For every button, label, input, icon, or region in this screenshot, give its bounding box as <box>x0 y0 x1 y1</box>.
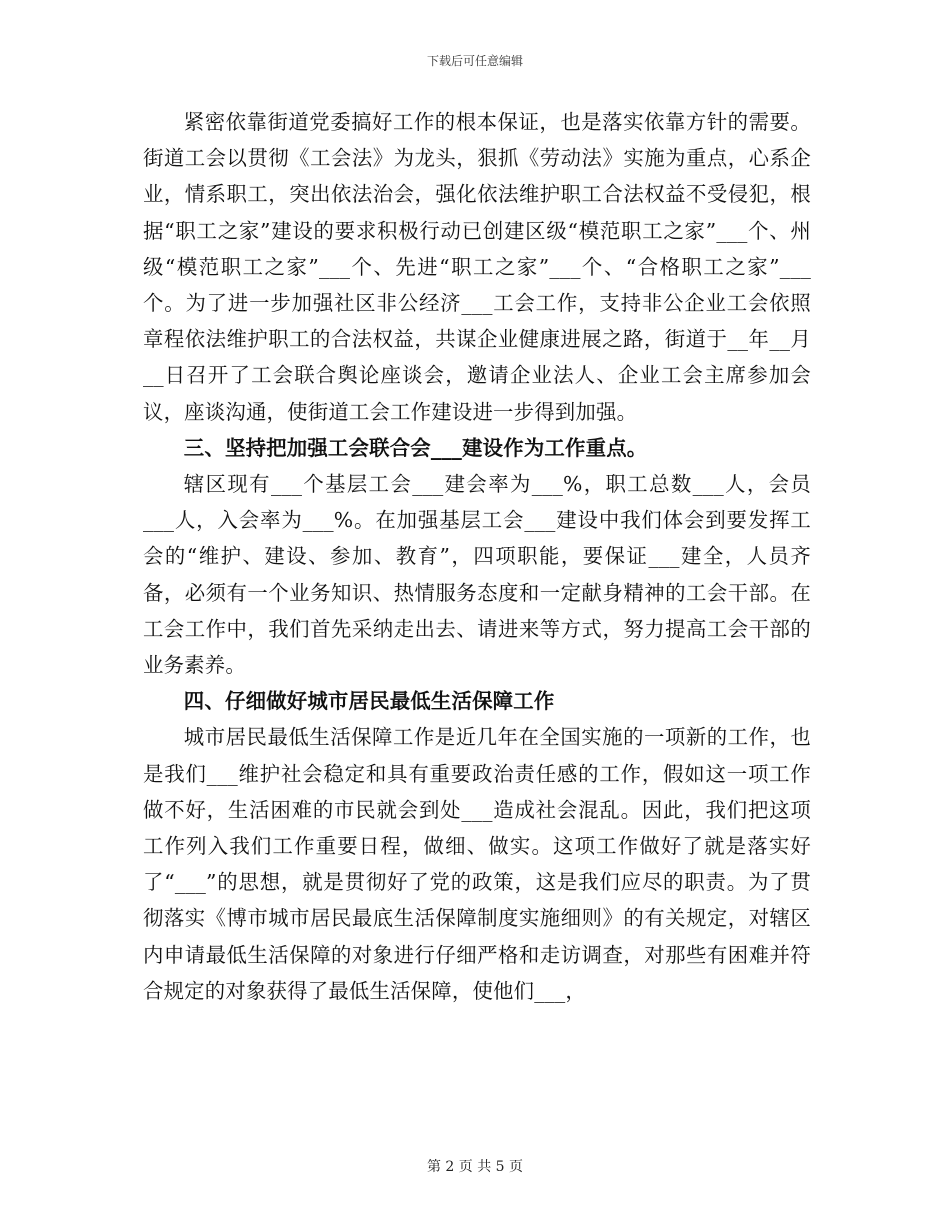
document-body <box>143 104 811 1009</box>
page-header: 下载后可任意编辑 <box>426 54 523 68</box>
paragraph-3: 城市居民最低生活保障工作是近几年在全国实施的一项新的工作，也是我们___维护社会稳定和具有重要政治责任感的工作，假如这一项工作做不好，生活困难的市民就会到处___造成社会混乱。因此，我们把这项工作列入我们工作重要日程，做细、做实。这项工作做好了就是落实好了“___”的思想，就是贯彻好了党的政策，这是我们应尽的职责。为了贯彻落实《博市城市居民最底生活保障制度实施细则》的有关规定，对辖区内申请最低生活保障的对象进行仔细严格和走访调查，对那些有困难并符合规定的对象获得了最低生活保障，使他们___， <box>143 725 811 1003</box>
section-heading-4: 四、仔细做好城市居民最低生活保障工作 <box>183 689 555 714</box>
page-footer: 第 2 页 共 5 页 <box>426 1159 524 1175</box>
section-heading-3: 三、坚持把加强工会联合会___建设作为工作重点。 <box>183 435 648 460</box>
paragraph-1: 紧密依靠街道党委搞好工作的根本保证，也是落实依靠方针的需要。街道工会以贯彻《工会法》为龙头，狠抓《劳动法》实施为重点，心系企业，情系职工，突出依法治会，强化依法维护职工合法权益不受侵犯，根据“职工之家”建设的要求积极行动已创建区级“模范职工之家”___个、州级“模范职工之家”___个、先进“职工之家”___个、“合格职工之家”___个。为了进一步加强社区非公经济___工会工作，支持非公企业工会依照章程依法维护职工的合法权益，共谋企业健康进展之路，街道于__年__月__日召开了工会联合舆论座谈会，邀请企业法人、企业工会主席参加会议，座谈沟通，使街道工会工作建设进一步得到加强。 <box>143 110 811 424</box>
paragraph-2: 辖区现有___个基层工会___建会率为___%，职工总数___人，会员___人，入会率为___%。在加强基层工会___建设中我们体会到要发挥工会的“维护、建设、参加、教育”，四项职能，要保证___建全，人员齐备，必须有一个业务知识、热情服务态度和一定献身精神的工会干部。在工会工作中，我们首先采纳走出去、请进来等方式，努力提高工会干部的业务素养。 <box>143 472 811 678</box>
